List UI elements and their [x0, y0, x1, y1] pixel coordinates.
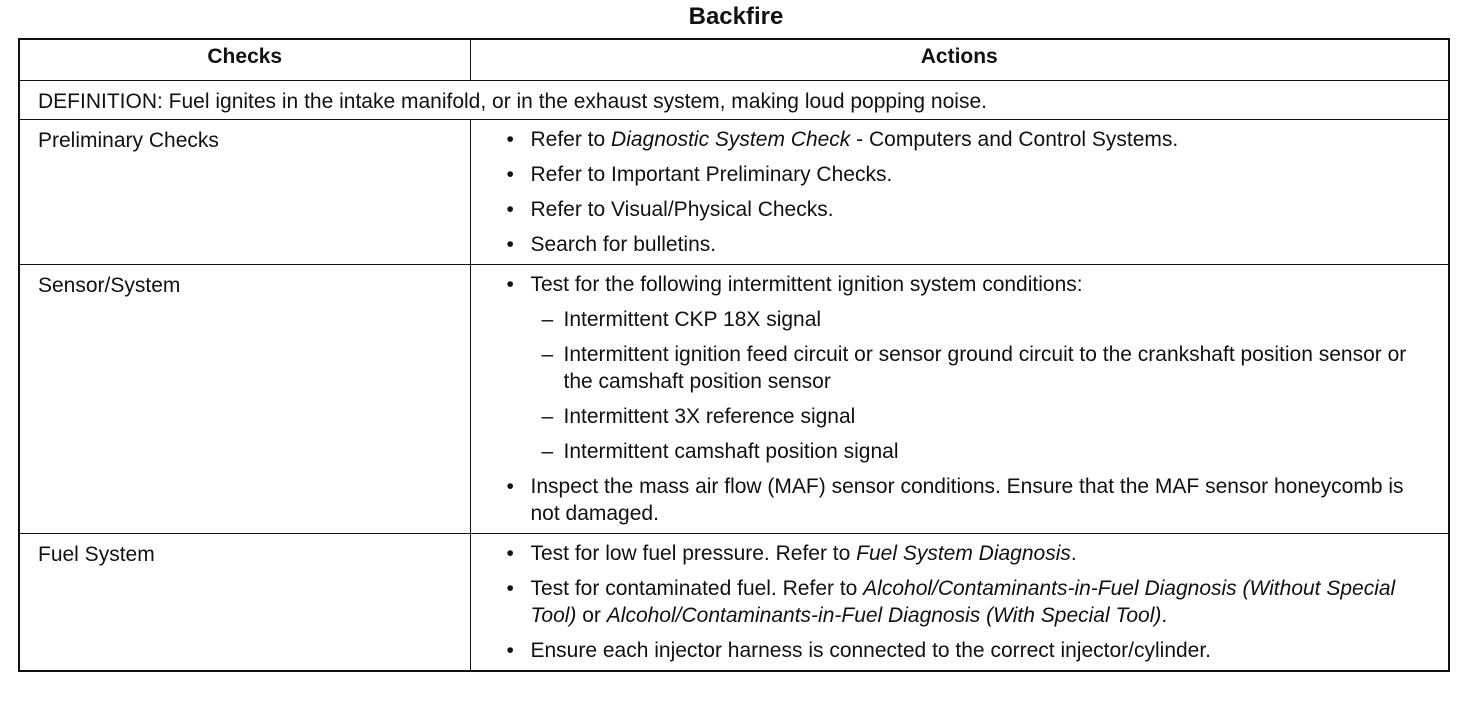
- action-item: [507, 575, 1437, 629]
- sub-condition-item: [531, 306, 1437, 333]
- sub-condition-item: [531, 403, 1437, 430]
- reference-fuel-system-diagnosis: Fuel System Diagnosis: [856, 542, 1071, 565]
- dash-icon: –: [541, 440, 554, 463]
- reference-contaminants-with-tool: Alcohol/Contaminants-in-Fuel Diagnosis (With Special Tool): [606, 604, 1162, 627]
- bullet-icon: •: [506, 233, 514, 256]
- action-text: - Computers and Control Systems.: [850, 128, 1179, 151]
- dash-icon: –: [541, 343, 554, 366]
- action-list: [507, 540, 1437, 664]
- check-preliminary-checks: Preliminary Checks: [19, 120, 470, 265]
- action-text: Inspect the mass air flow (MAF) sensor conditions. Ensure that the MAF sensor honeycomb is not damaged.: [530, 475, 1404, 525]
- table-row: [19, 120, 1449, 265]
- action-item: [507, 126, 1437, 153]
- action-text: or: [576, 604, 607, 627]
- action-list: [507, 126, 1437, 258]
- sub-condition-text: Intermittent CKP 18X signal: [563, 308, 822, 331]
- diagnostic-table: [18, 38, 1450, 672]
- sub-condition-list: [531, 306, 1437, 465]
- action-item: [507, 540, 1437, 567]
- action-item: [507, 271, 1437, 465]
- action-text: Ensure each injector harness is connected to the correct injector/cylinder.: [530, 639, 1212, 662]
- dash-icon: –: [541, 405, 554, 428]
- action-text: Refer to Important Preliminary Checks.: [530, 163, 893, 186]
- actions-cell: [470, 120, 1449, 265]
- bullet-icon: •: [506, 273, 514, 296]
- action-text: Refer to: [530, 128, 612, 151]
- sub-condition-item: [531, 438, 1437, 465]
- table-row: [19, 265, 1449, 534]
- sub-condition-item: [531, 341, 1437, 395]
- sub-condition-text: Intermittent ignition feed circuit or sensor ground circuit to the crankshaft position sensor or the camshaft position sensor: [563, 343, 1407, 393]
- checks-column-header: Checks: [19, 39, 470, 81]
- action-text: .: [1161, 604, 1168, 627]
- bullet-icon: •: [506, 163, 514, 186]
- action-text: Test for low fuel pressure. Refer to: [530, 542, 857, 565]
- dash-icon: –: [541, 308, 554, 331]
- action-text: Refer to Visual/Physical Checks.: [530, 198, 834, 221]
- actions-cell: [470, 265, 1449, 534]
- sub-condition-text: Intermittent camshaft position signal: [563, 440, 899, 463]
- table-header-row: [19, 39, 1449, 81]
- bullet-icon: •: [506, 198, 514, 221]
- action-item: [507, 637, 1437, 664]
- reference-contaminants-without-tool: Alcohol/Contaminants-in-Fuel Diagnosis (Without Special Tool): [530, 577, 1396, 627]
- action-item: [507, 473, 1437, 527]
- actions-cell: [470, 534, 1449, 672]
- action-item: [507, 196, 1437, 223]
- check-sensor-system: Sensor/System: [19, 265, 470, 534]
- action-item: [507, 231, 1437, 258]
- action-text: .: [1070, 542, 1077, 565]
- action-text: Test for contaminated fuel. Refer to: [530, 577, 864, 600]
- definition-row: [19, 81, 1449, 120]
- reference-diagnostic-system-check: Diagnostic System Check: [611, 128, 851, 151]
- action-item: [507, 161, 1437, 188]
- bullet-icon: •: [506, 128, 514, 151]
- bullet-icon: •: [506, 475, 514, 498]
- action-list: [507, 271, 1437, 527]
- table-row: [19, 534, 1449, 672]
- bullet-icon: •: [506, 542, 514, 565]
- action-text: Test for the following intermittent ignition system conditions:: [530, 273, 1083, 296]
- check-fuel-system: Fuel System: [19, 534, 470, 672]
- actions-column-header: Actions: [470, 39, 1449, 81]
- sub-condition-text: Intermittent 3X reference signal: [563, 405, 856, 428]
- bullet-icon: •: [506, 639, 514, 662]
- definition-text: DEFINITION: Fuel ignites in the intake manifold, or in the exhaust system, making loud popping noise.: [19, 81, 1449, 120]
- action-text: Search for bulletins.: [530, 233, 717, 256]
- document-title: Backfire: [688, 3, 784, 30]
- bullet-icon: •: [506, 577, 514, 600]
